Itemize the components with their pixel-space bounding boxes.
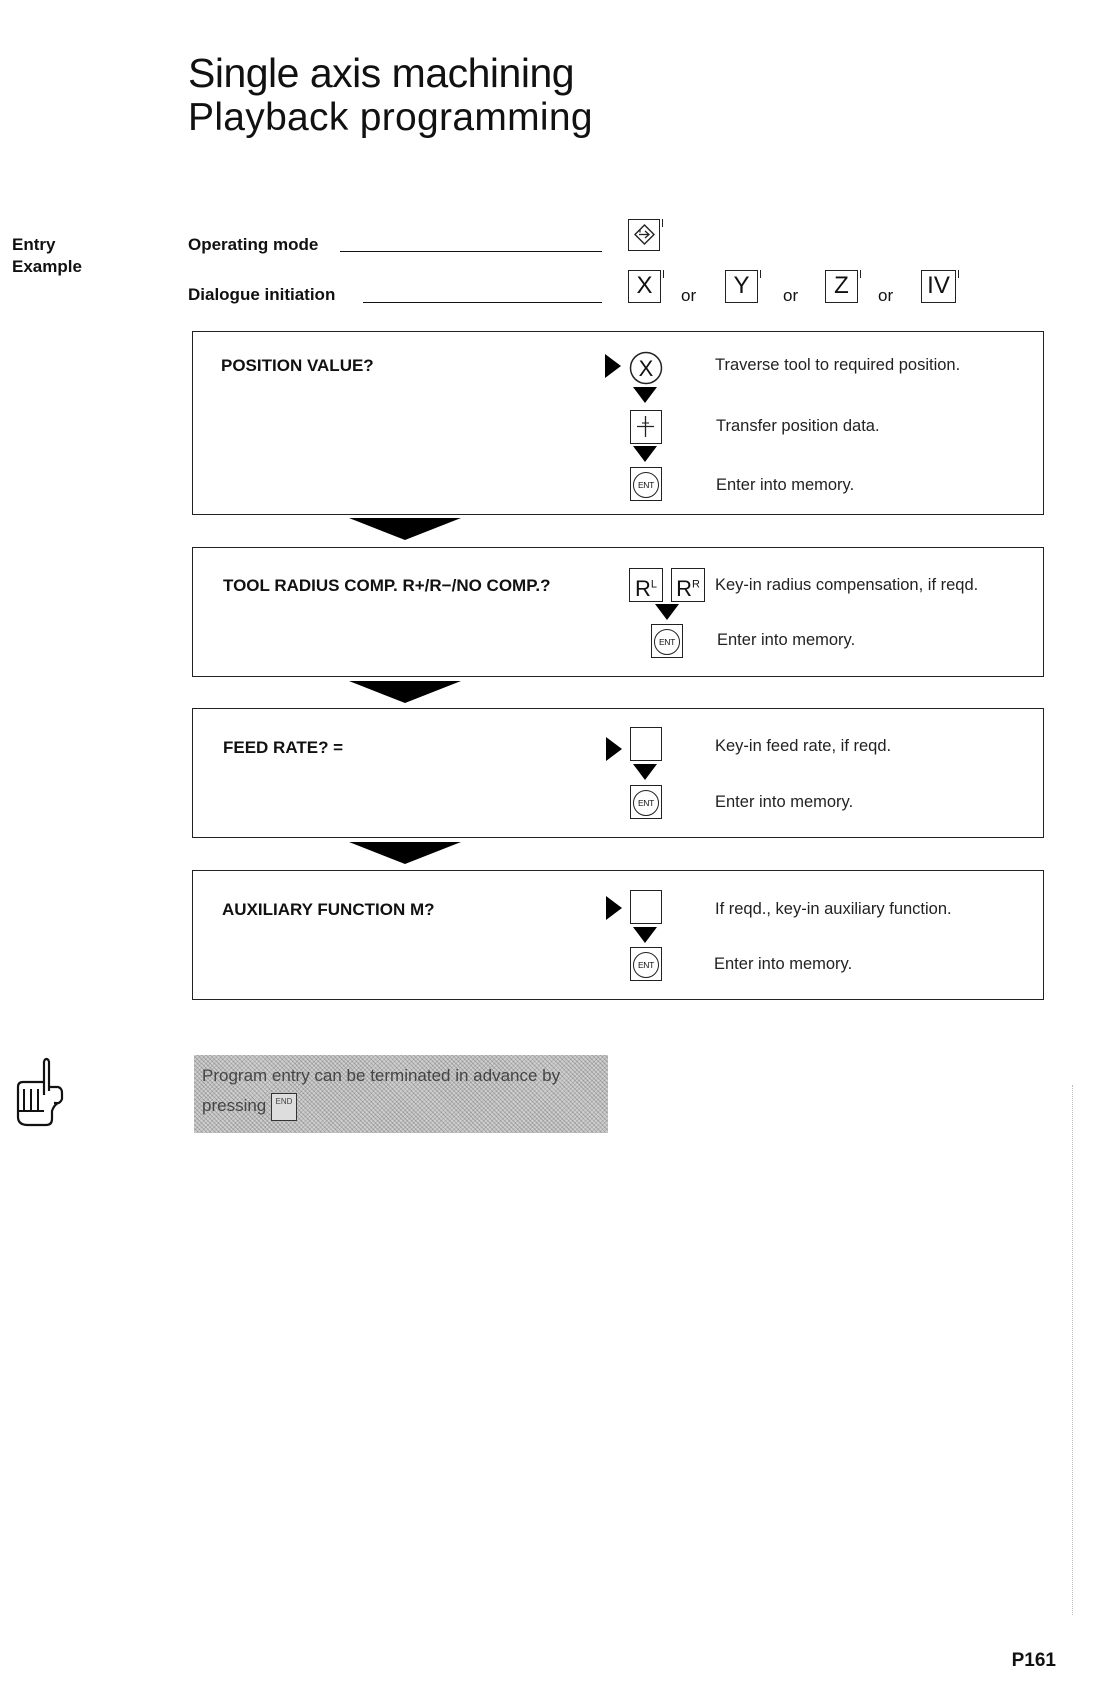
action-description: Key-in radius compensation, if reqd. (715, 576, 979, 594)
transfer-position-key[interactable] (630, 410, 662, 444)
ent-key[interactable] (630, 785, 662, 819)
dialogue-initiation-leader (363, 302, 602, 303)
playback-mode-key[interactable] (628, 219, 660, 251)
end-key[interactable]: END (271, 1093, 297, 1121)
flow-down-arrow-icon (349, 681, 461, 703)
ent-key-icon: ENT (633, 472, 659, 498)
dialogue-initiation-label: Dialogue initiation (188, 285, 336, 304)
operating-mode-leader (340, 251, 602, 252)
ent-key[interactable] (630, 947, 662, 981)
or-text: or (681, 286, 697, 305)
transfer-position-key-icon (631, 411, 660, 442)
svg-text:X: X (638, 356, 654, 381)
ent-key-icon: ENT (633, 952, 659, 978)
pointer-arrow-icon (606, 896, 622, 920)
prompt-auxiliary-function: AUXILIARY FUNCTION M? (222, 900, 435, 919)
radius-left-key-icon: $R^L$ (634, 576, 657, 602)
page-edge-line (1072, 1085, 1073, 1615)
step-feed-rate-box (192, 708, 1044, 838)
pointer-arrow-icon (606, 737, 622, 761)
flow-down-arrow-icon (655, 604, 679, 620)
axis-key-iv[interactable]: IV (921, 270, 956, 303)
circle-x-key-icon[interactable] (628, 350, 666, 386)
action-description: Key-in feed rate, if reqd. (715, 737, 892, 755)
flow-down-arrow-icon (633, 927, 657, 943)
or-text: or (878, 286, 894, 305)
flow-down-arrow-icon (633, 764, 657, 780)
blank-key-icon[interactable] (630, 890, 662, 924)
flow-down-arrow-icon (349, 842, 461, 864)
action-description: Enter into memory. (715, 793, 854, 811)
axis-key-z[interactable]: Z (825, 270, 858, 303)
ent-key-icon: ENT (654, 629, 680, 655)
side-label-example: Example (12, 257, 82, 276)
axis-key-y[interactable]: Y (725, 270, 758, 303)
action-description: Traverse tool to required position. (715, 356, 961, 374)
blank-key-icon[interactable] (630, 727, 662, 761)
step-tool-radius-box (192, 547, 1044, 677)
radius-right-key[interactable] (671, 568, 705, 602)
pointer-arrow-icon (605, 354, 621, 378)
prompt-tool-radius: TOOL RADIUS COMP. R+/R−/NO COMP.? (223, 576, 551, 595)
action-description: Enter into memory. (716, 476, 855, 494)
note-text: Program entry can be terminated in advance by pressing (202, 1066, 561, 1115)
flow-down-arrow-icon (633, 446, 657, 462)
step-auxiliary-function-box (192, 870, 1044, 1000)
note-box (194, 1055, 608, 1133)
page-number: P161 (1011, 1650, 1056, 1671)
ent-key[interactable] (651, 624, 683, 658)
pointing-hand-icon (12, 1055, 68, 1131)
operating-mode-label: Operating mode (188, 235, 319, 254)
action-description: Enter into memory. (717, 631, 856, 649)
side-label-entry: Entry (12, 235, 56, 254)
or-text: or (783, 286, 799, 305)
flow-down-arrow-icon (633, 387, 657, 403)
action-description: Transfer position data. (716, 417, 880, 435)
radius-right-key-icon: $R^R$ (676, 576, 700, 602)
axis-key-x[interactable]: X (628, 270, 661, 303)
action-description: Enter into memory. (714, 955, 853, 973)
page-subtitle: Playback programming (188, 96, 593, 139)
prompt-feed-rate: FEED RATE? = (223, 738, 344, 757)
page-title: Single axis machining (188, 50, 575, 96)
ent-key-icon: ENT (633, 790, 659, 816)
playback-mode-icon (630, 220, 659, 249)
prompt-position-value: POSITION VALUE? (221, 356, 374, 375)
flow-down-arrow-icon (349, 518, 461, 540)
action-description: If reqd., key-in auxiliary function. (715, 900, 952, 918)
ent-key[interactable] (630, 467, 662, 501)
radius-left-key[interactable] (629, 568, 663, 602)
